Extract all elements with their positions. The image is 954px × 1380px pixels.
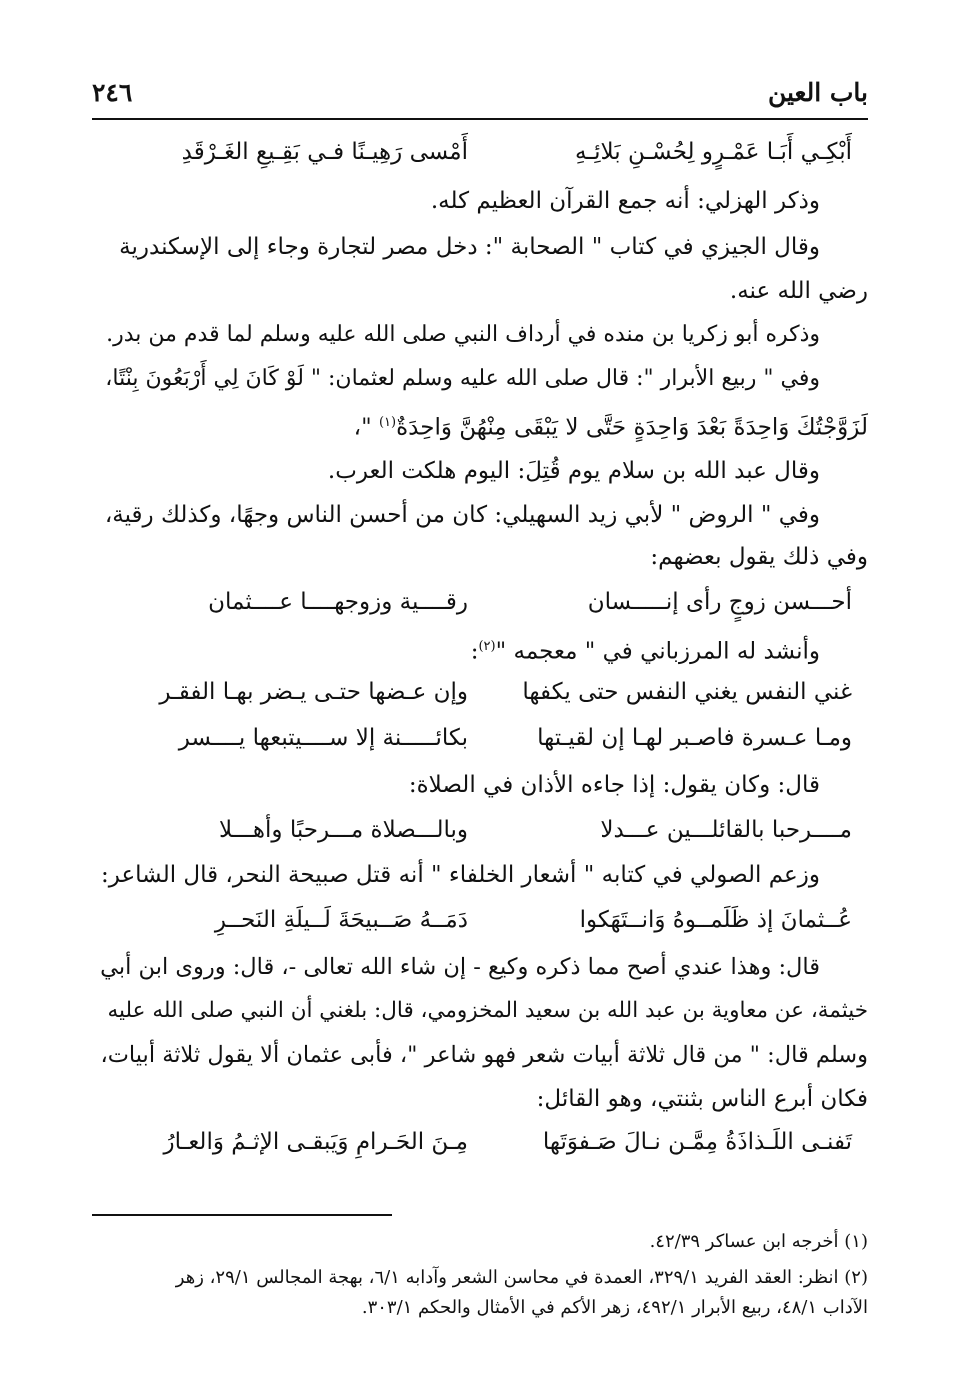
verse-2-first-hemistich: أحـــسن زوجٍ رأى إنـــــسان	[587, 589, 852, 615]
book-page	[92, 0, 868, 1380]
verse-2	[108, 584, 852, 620]
hadith-text: لَزَوَّجْتُكَ وَاحِدَةً بَعْدَ وَاحِدَةٍ حَتَّى لا يَبْقَى مِنْهُنَّ وَاحِدَةٌ	[396, 414, 868, 441]
text-line-14: خيثمة، عن معاوية بن عبد الله بن سعيد المخزومي، قال: بلغني أن النبي صلى الله عليه	[107, 998, 868, 1023]
verse-6-first-hemistich: عُــثمانَ إذ ظَلَمــوهُ وَانــتَهَكوا	[579, 907, 852, 933]
verse-4	[108, 720, 852, 756]
verse-1-first-hemistich: أَبْكِـي أَبَـا عَمْـرٍو لِحُسْـنِ بَلائِـهِ	[575, 139, 852, 165]
text-line-2: وقال الجيزي في كتاب " الصحابة ": دخل مصر لتجارة وجاء إلى الإسكندرية	[119, 234, 820, 260]
text-line-10-end: :	[470, 638, 479, 665]
verse-4-second-hemistich: بكائـــــنة إلا ســــيتبعها يــــسر	[178, 725, 468, 751]
footnote-2-line-2: الآداب ٤٨/١، ربيع الأبرار ٤٩٢/١، زهر الأكم في الأمثال والحكم ٣٠٣/١.	[361, 1297, 868, 1318]
footnote-1: (١) أخرجه ابن عساكر ٤٢/٣٩.	[649, 1231, 868, 1252]
verse-5-second-hemistich: وبالـــصلاة مـــرحبًا وأهـــلا	[218, 817, 468, 843]
text-line-7: وقال عبد الله بن سلام يوم قُتِلَ: اليوم هلكت العرب.	[327, 458, 820, 484]
verse-3-second-hemistich: وإن عـضها حتـى يـضر بهـا الفقـر	[159, 679, 468, 705]
verse-1	[108, 134, 852, 170]
header-rule	[92, 118, 868, 120]
text-line-11: قال: وكان يقول: إذا جاءه الأذان في الصلاة:	[408, 772, 820, 798]
text-line-15: وسلم قال: " من قال ثلاثة أبيات شعر فهو شاعر "، فأبى عثمان ألا يقول ثلاثة أبيات،	[100, 1042, 868, 1068]
verse-6-second-hemistich: دَمَــهُ صَــبيحَةَ لَــيلَةِ النَحــرِ	[214, 907, 468, 933]
text-line-3: رضي الله عنه.	[729, 278, 868, 304]
text-line-16: فكان أبرع الناس بثنتي، وهو القائل:	[536, 1086, 868, 1112]
chapter-title: باب العين	[767, 78, 868, 107]
verse-6	[108, 902, 852, 938]
verse-7-first-hemistich: تَفنـى اللَـذاذَةُ مِمَّـن نـالَ صَـفوَتَها	[542, 1129, 852, 1155]
verse-7	[108, 1124, 852, 1160]
verse-3	[108, 674, 852, 710]
verse-5-first-hemistich: مــــرحبا بالقائلـــين عـــدلا	[600, 817, 852, 843]
text-line-6	[92, 406, 868, 445]
text-line-10-main: وأنشد له المرزباني في " معجمه "	[495, 638, 820, 665]
verse-5	[108, 812, 852, 848]
footnote-ref-2: (٢)	[478, 639, 496, 654]
verse-4-first-hemistich: ومـا عـسرة فاصـبر لهـا إن لقيـتها	[537, 725, 852, 751]
footnote-2-line-1: (٢) انظر: العقد الفريد ٣٢٩/١، العمدة في محاسن الشعر وآدابه ٦/١، بهجة المجالس ٢٩/١، زهر	[175, 1267, 868, 1288]
text-line-9: وفي ذلك يقول بعضهم:	[650, 544, 868, 570]
text-line-4: وذكره أبو زكريا بن منده في أرداف النبي صلى الله عليه وسلم لما قدم من بدر.	[106, 322, 820, 347]
text-line-1: وذكر الهزلي: أنه جمع القرآن العظيم كله.	[430, 188, 820, 214]
text-line-8: وفي " الروض " لأبي زيد السهيلي: كان من أحسن الناس وجهًا، وكذلك رقية،	[104, 502, 820, 528]
page-header	[92, 78, 868, 114]
hadith-text-end: "،	[353, 414, 379, 441]
footnote-ref-1: (١)	[378, 415, 397, 430]
text-line-12: وزعم الصولي في كتابه " أشعار الخلفاء " أنه قتل صبيحة النحر، قال الشاعر:	[101, 862, 820, 888]
footnote-rule	[92, 1214, 392, 1216]
text-line-10	[92, 630, 868, 669]
text-line-13: قال: وهذا عندي أصح مما ذكره وكيع - إن شاء الله تعالى -، قال: وروى ابن أبي	[100, 954, 820, 980]
text-line-5: وفي " ربيع الأبرار ": قال صلى الله عليه وسلم لعثمان: " لَوْ كَانَ لِي أَرْبَعُونَ بِنْتًا،	[105, 366, 820, 391]
verse-1-second-hemistich: أَمْسى رَهِيـنًا فـي بَقِـيعِ الغَـرْقَدِ	[181, 139, 468, 165]
verse-3-first-hemistich: غني النفس يغني النفس حتى يكفها	[522, 679, 852, 705]
verse-2-second-hemistich: رقــــية وزوجهــــا عــــثمان	[208, 589, 468, 615]
page-number: ٢٤٦	[92, 78, 133, 107]
verse-7-second-hemistich: مِـنَ الحَـرامِ وَيَبقـى الإثـمُ وَالعـارُ	[163, 1129, 468, 1155]
